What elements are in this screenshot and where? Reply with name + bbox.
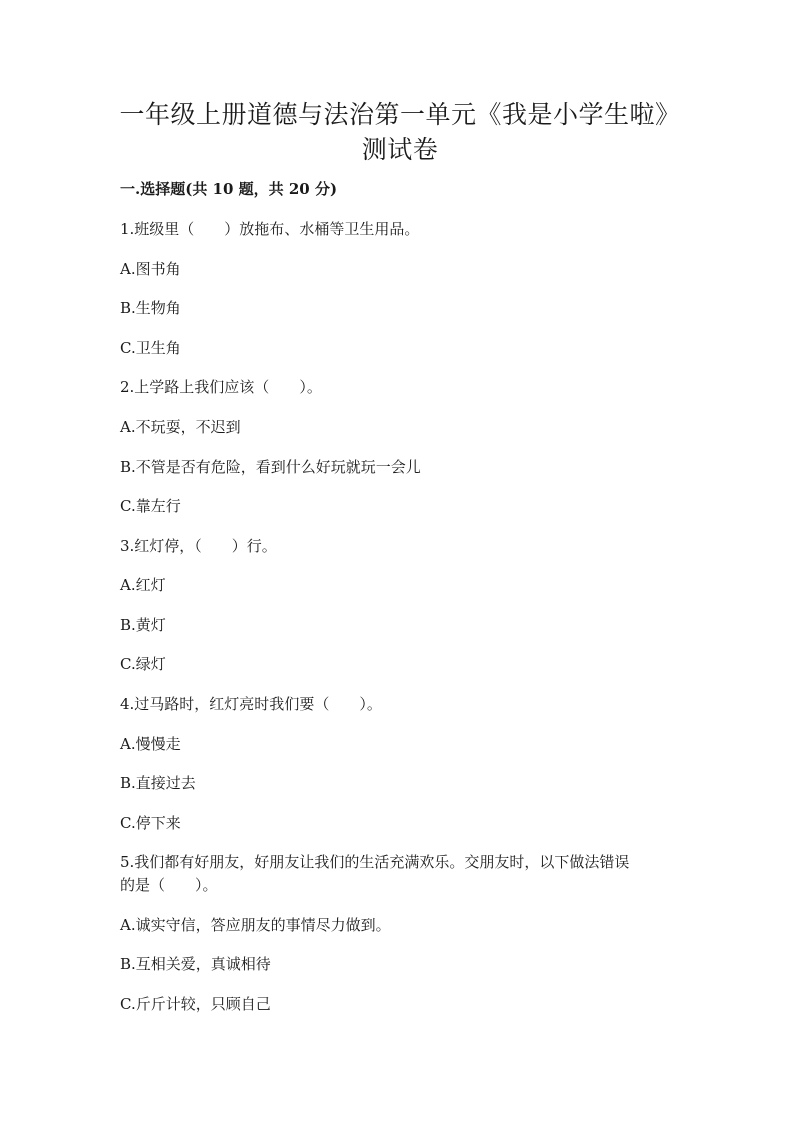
question-5-stem-line1: 5.我们都有好朋友，好朋友让我们的生活充满欢乐。交朋友时，以下做法错误: [120, 853, 630, 871]
question-5-option-c: C.斤斤计较，只顾自己: [120, 995, 271, 1013]
question-3-option-a: A.红灯: [120, 576, 166, 594]
question-1-stem: 1.班级里（ ）放拖布、水桶等卫生用品。: [120, 220, 420, 238]
question-1-option-a: A.图书角: [120, 260, 181, 278]
question-2-option-b: B.不管是否有危险，看到什么好玩就玩一会儿: [120, 458, 421, 476]
question-4-option-b: B.直接过去: [120, 774, 196, 792]
question-5-option-a: A.诚实守信，答应朋友的事情尽力做到。: [120, 916, 391, 934]
question-2-option-a: A.不玩耍，不迟到: [120, 418, 241, 436]
question-3-option-b: B.黄灯: [120, 616, 166, 634]
section-heading: 一.选择题(共 10 题，共 20 分): [120, 180, 338, 198]
question-2-option-c: C.靠左行: [120, 497, 181, 515]
question-3-option-c: C.绿灯: [120, 655, 166, 673]
page-subtitle: 测试卷: [361, 135, 439, 164]
question-3-stem: 3.红灯停，（ ）行。: [120, 537, 277, 555]
question-4-stem: 4.过马路时，红灯亮时我们要（ ）。: [120, 695, 382, 713]
question-5-option-b: B.互相关爱，真诚相待: [120, 955, 271, 973]
question-5-stem-line2: 的是（ ）。: [120, 876, 218, 894]
page-title: 一年级上册道德与法治第一单元《我是小学生啦》: [119, 100, 681, 129]
question-2-stem: 2.上学路上我们应该（ ）。: [120, 378, 322, 396]
question-4-option-c: C.停下来: [120, 814, 181, 832]
question-1-option-c: C.卫生角: [120, 339, 181, 357]
question-1-option-b: B.生物角: [120, 299, 181, 317]
question-4-option-a: A.慢慢走: [120, 735, 181, 753]
